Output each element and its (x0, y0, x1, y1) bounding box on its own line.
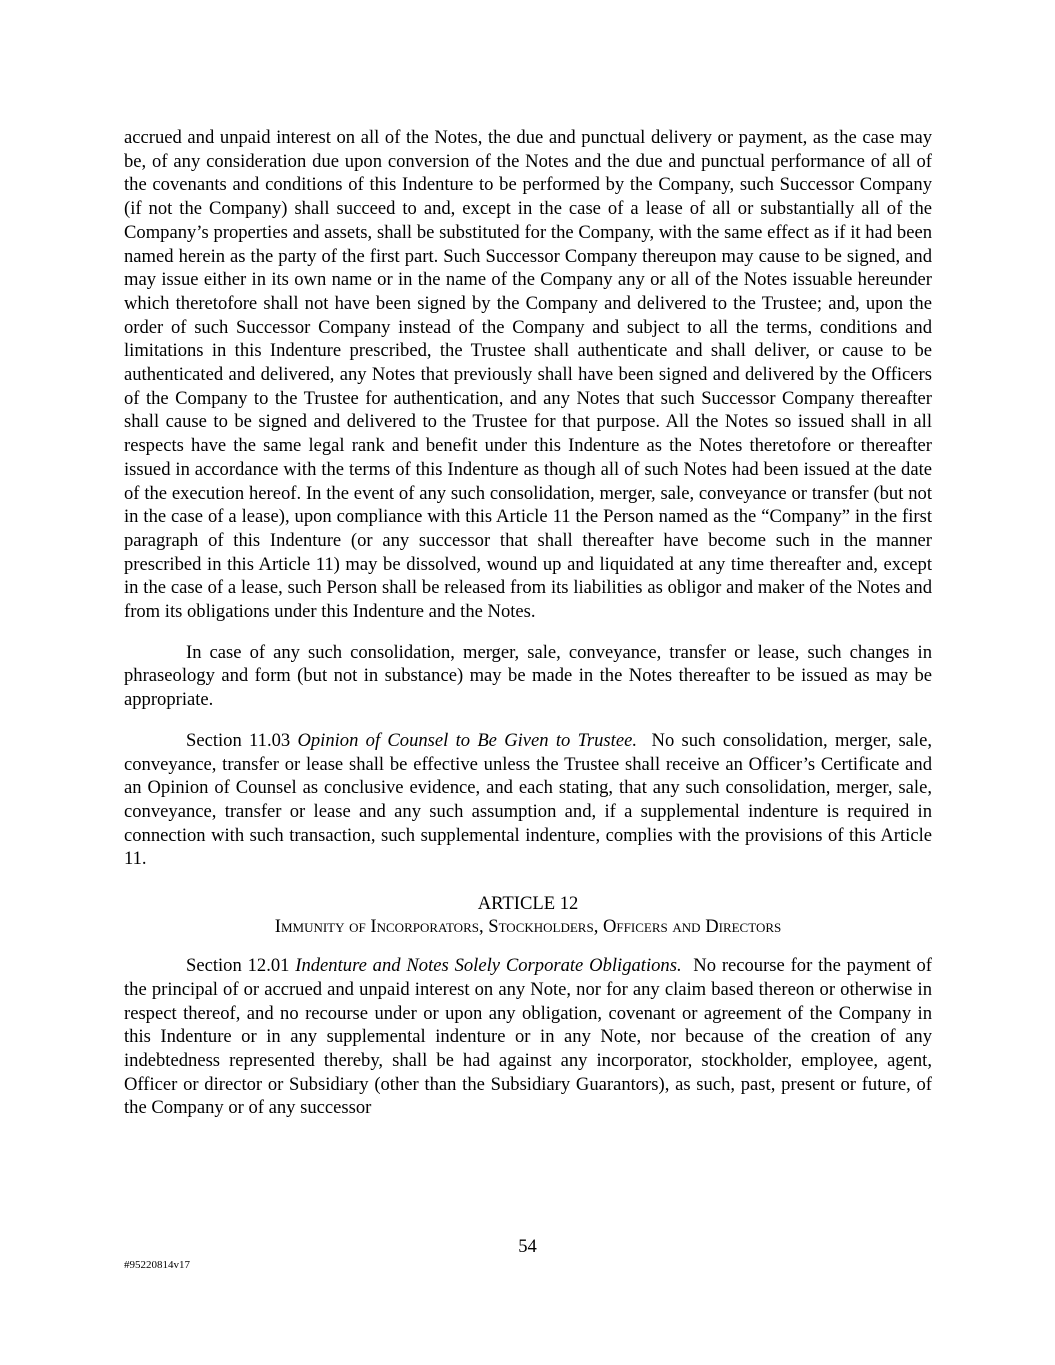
continuation-paragraph: accrued and unpaid interest on all of the Notes, the due and punctual delivery or payment, as the case may be, of any consideration due upon conversion of the Notes and the due and punctual performance of all of the covenants and conditions of this Indenture to be performed by the Company, such Successor Company (if not the Company) shall succeed to and, except in the case of a lease of all or substantially all of the Company’s properties and assets, shall be substituted for the Company, with the same effect as if it had been named herein as the party of the first part. Such Successor Company thereupon may cause to be signed, and may issue either in its own name or in the name of the Company any or all of the Notes issuable hereunder which theretofore shall not have been signed by the Company and delivered to the Trustee; and, upon the order of such Successor Company instead of the Company and subject to all the terms, conditions and limitations in this Indenture prescribed, the Trustee shall authenticate and shall deliver, or cause to be authenticated and delivered, any Notes that previously shall have been signed and delivered by the Officers of the Company to the Trustee for authentication, and any Notes that such Successor Company thereafter shall cause to be signed and delivered to the Trustee for that purpose. All the Notes so issued shall in all respects have the same legal rank and benefit under this Indenture as the Notes theretofore or thereafter issued in accordance with the terms of this Indenture as though all of such Notes had been issued at the date of the execution hereof. In the event of any such consolidation, merger, sale, conveyance or transfer (but not in the case of a lease), upon compliance with this Article 11 the Person named as the “Company” in the first paragraph of this Indenture (or any successor that shall thereafter have become such in the manner prescribed in this Article 11) may be dissolved, wound up and liquidated at any time thereafter and, except in the case of a lease, such Person shall be released from its liabilities as obligor and maker of the Notes and from its obligations under this Indenture and the Notes. (124, 127, 932, 623)
section-12-01-number: Section 12.01 (186, 955, 290, 977)
section-12-01-title: Indenture and Notes Solely Corporate Obligations. (295, 955, 682, 977)
page-number: 54 (518, 1236, 537, 1257)
document-page (124, 126, 932, 1120)
document-id: #95220814v17 (124, 1259, 190, 1271)
article-12-number: ARTICLE 12 (477, 893, 579, 915)
article-12-title: Immunity of Incorporators, Stockholders, Officers and Directors (274, 916, 782, 938)
section-12-01-body: No recourse for the payment of the principal of or accrued and unpaid interest on any Note, nor for any claim based thereon or otherwise in respect thereof, and no recourse under or upon any obligation, covenant or agreement of the Company in this Indenture or in any supplemental indenture or in any Note, nor because of the creation of any indebtedness represented thereby, shall be had against any incorporator, stockholder, employee, agent, Officer or director or Subsidiary (other than the Subsidiary Guarantors), as such, past, present or future, of the Company or of any successor (124, 955, 932, 1119)
phraseology-paragraph: In case of any such consolidation, merger, sale, conveyance, transfer or lease, such changes in phraseology and form (but not in substance) may be made in the Notes thereafter to be issued as may be appropriate. (124, 641, 932, 711)
section-11-03-paragraph (124, 729, 932, 871)
section-12-01-paragraph (124, 954, 932, 1120)
section-11-03-number: Section 11.03 (186, 729, 291, 751)
section-11-03-title: Opinion of Counsel to Be Given to Trustee. (297, 729, 637, 751)
section-11-03-body: No such consolidation, merger, sale, conveyance, transfer or lease shall be effective unless the Trustee shall receive an Officer’s Certificate and an Opinion of Counsel as conclusive evidence, and each stating, that any such consolidation, merger, sale, conveyance, transfer or lease and any such assumption and, if a supplemental indenture is required in connection with such transaction, such supplemental indenture, complies with the provisions of this Article 11. (124, 729, 932, 870)
